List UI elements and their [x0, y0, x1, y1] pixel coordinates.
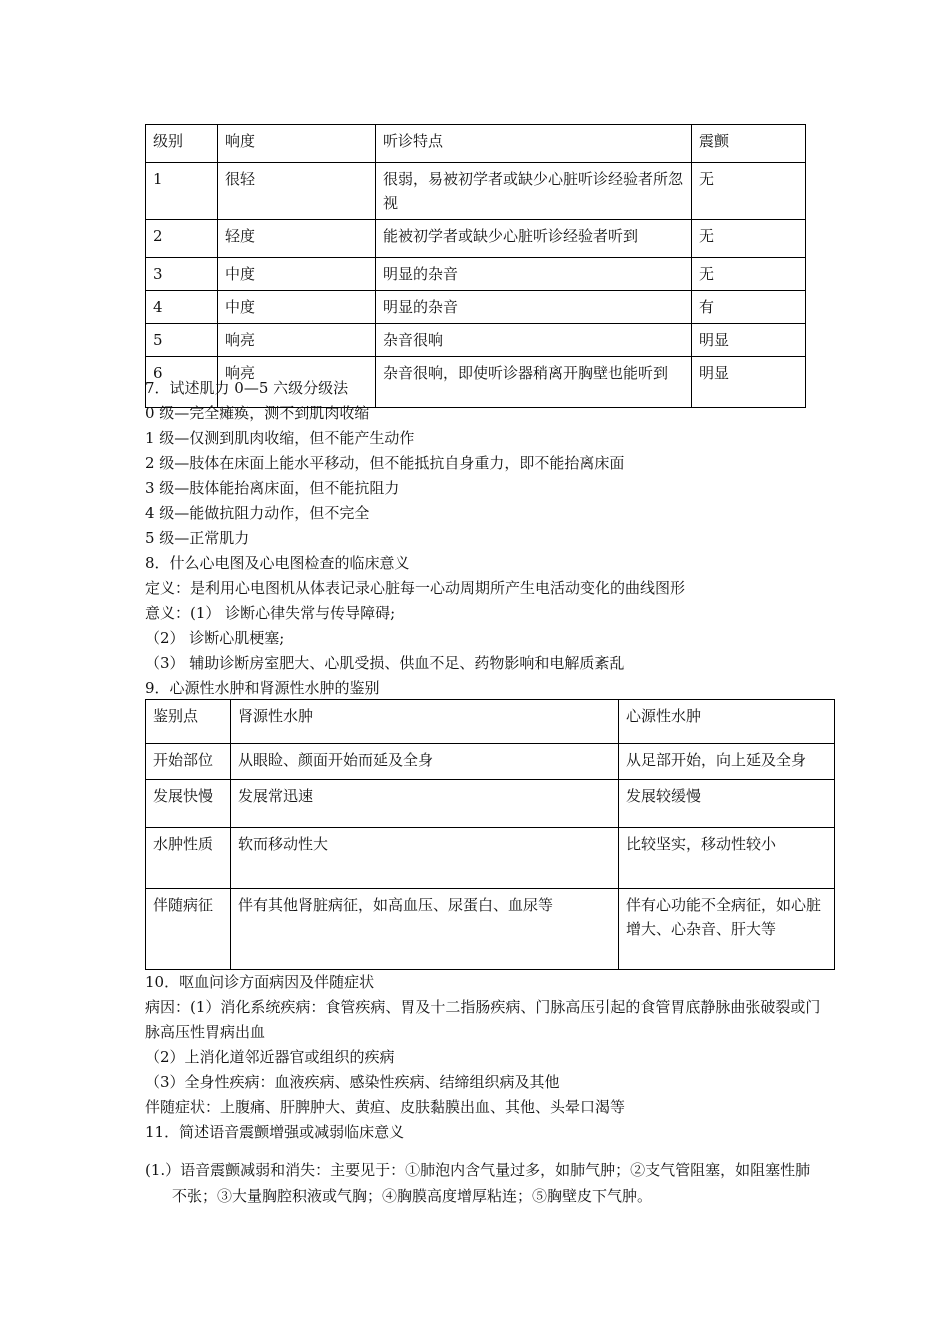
fremitus-item-1: (1.）语音震颤减弱和消失：主要见于：①肺泡内含气量过多，如肺气肿；②支气管阻塞，如阻塞性肺不张；③大量胸腔积液或气胸；④胸膜高度增厚粘连；⑤胸壁皮下气肿。	[145, 1161, 811, 1205]
muscle-grade-line: 5 级—正常肌力	[145, 529, 250, 547]
table-cell: 明显	[692, 324, 806, 357]
table-cell: 响亮	[218, 324, 376, 357]
muscle-grade-line: 2 级—肢体在床面上能水平移动，但不能抵抗自身重力，即不能抬离床面	[145, 454, 625, 472]
hematemesis-cause-line: （3）全身性疾病：血液疾病、感染性疾病、结缔组织病及其他	[145, 1073, 560, 1091]
muscle-grade-line: 3 级—肢体能抬离床面，但不能抗阻力	[145, 479, 400, 497]
table-row	[146, 163, 806, 220]
table-cell: 轻度	[218, 220, 376, 258]
table-cell: 软而移动性大	[231, 828, 619, 889]
table-cell: 从眼睑、颜面开始而延及全身	[231, 744, 619, 780]
table-cell: 中度	[218, 258, 376, 291]
table-cell: 6	[146, 357, 218, 408]
table-cell: 水肿性质	[146, 828, 231, 889]
table-cell: 伴随病征	[146, 889, 231, 970]
section-10-title: 10．呕血问诊方面病因及伴随症状	[145, 973, 375, 991]
table-cell: 明显的杂音	[376, 258, 692, 291]
table-header-row	[146, 125, 806, 163]
table-cell: 杂音很响	[376, 324, 692, 357]
section-9-title: 9．心源性水肿和肾源性水肿的鉴别	[145, 679, 380, 697]
table-cell: 比较坚实，移动性较小	[619, 828, 835, 889]
table-header-cell: 级别	[146, 125, 218, 163]
table-row	[146, 258, 806, 291]
table-header-cell: 响度	[218, 125, 376, 163]
table-cell: 3	[146, 258, 218, 291]
table-row	[146, 291, 806, 324]
table-cell: 无	[692, 258, 806, 291]
table-cell: 2	[146, 220, 218, 258]
muscle-grade-line: 1 级—仅测到肌肉收缩，但不能产生动作	[145, 429, 415, 447]
table-cell: 杂音很响，即使听诊器稍离开胸壁也能听到	[376, 357, 692, 408]
table-cell: 很轻	[218, 163, 376, 220]
table-cell: 发展常迅速	[231, 780, 619, 828]
hematemesis-cause-line: （2）上消化道邻近器官或组织的疾病	[145, 1048, 395, 1066]
table-cell: 响亮	[218, 357, 376, 408]
ecg-significance-line: （2） 诊断心肌梗塞;	[145, 629, 285, 647]
table-cell: 无	[692, 163, 806, 220]
table-header-cell: 震颤	[692, 125, 806, 163]
table-row	[146, 220, 806, 258]
table-header-row	[146, 700, 835, 744]
table-cell: 从足部开始，向上延及全身	[619, 744, 835, 780]
table-cell: 开始部位	[146, 744, 231, 780]
muscle-grade-line: 4 级—能做抗阻力动作，但不完全	[145, 504, 370, 522]
table-cell: 无	[692, 220, 806, 258]
ecg-significance-line: （3） 辅助诊断房室肥大、心肌受损、供血不足、药物影响和电解质紊乱	[145, 654, 625, 672]
table-cell: 明显的杂音	[376, 291, 692, 324]
table-cell: 1	[146, 163, 218, 220]
table-cell: 4	[146, 291, 218, 324]
table-row	[146, 744, 835, 780]
table-cell: 很弱，易被初学者或缺少心脏听诊经验者所忽视	[376, 163, 692, 220]
ecg-definition: 定义：是利用心电图机从体表记录心脏每一心动周期所产生电活动变化的曲线图形	[145, 579, 686, 597]
table-cell: 伴有其他肾脏病征，如高血压、尿蛋白、血尿等	[231, 889, 619, 970]
table-cell: 有	[692, 291, 806, 324]
ecg-significance-line: 意义：(1） 诊断心律失常与传导障碍;	[145, 604, 396, 622]
hematemesis-causes: 病因：(1）消化系统疾病：食管疾病、胃及十二指肠疾病、门脉高压引起的食管胃底静脉曲张破裂或门脉高压性胃病出血	[145, 998, 821, 1041]
table-cell: 伴有心功能不全病征，如心脏增大、心杂音、肝大等	[619, 889, 835, 970]
edema-comparison-table	[145, 699, 835, 970]
table-header-cell: 鉴别点	[146, 700, 231, 744]
table-cell: 明显	[692, 357, 806, 408]
table-cell: 发展快慢	[146, 780, 231, 828]
table-cell: 发展较缓慢	[619, 780, 835, 828]
table-row	[146, 324, 806, 357]
table-row	[146, 780, 835, 828]
table-cell: 5	[146, 324, 218, 357]
table-header-cell: 肾源性水肿	[231, 700, 619, 744]
section-7-title: 7．试述肌力 0—5 六级分级法	[145, 379, 349, 397]
section-8-title: 8．什么心电图及心电图检查的临床意义	[145, 554, 410, 572]
table-header-cell: 心源性水肿	[619, 700, 835, 744]
table-row	[146, 828, 835, 889]
section-11-title: 11．简述语音震颤增强或减弱临床意义	[145, 1123, 405, 1141]
heart-murmur-grade-table	[145, 124, 806, 408]
muscle-grade-line: 0 级—完全瘫痪，测不到肌肉收缩	[145, 404, 370, 422]
table-header-cell: 听诊特点	[376, 125, 692, 163]
table-row	[146, 889, 835, 970]
table-cell: 中度	[218, 291, 376, 324]
table-cell: 能被初学者或缺少心脏听诊经验者听到	[376, 220, 692, 258]
accompanying-symptoms: 伴随症状：上腹痛、肝脾肿大、黄疸、皮肤黏膜出血、其他、头晕口渴等	[145, 1098, 626, 1116]
